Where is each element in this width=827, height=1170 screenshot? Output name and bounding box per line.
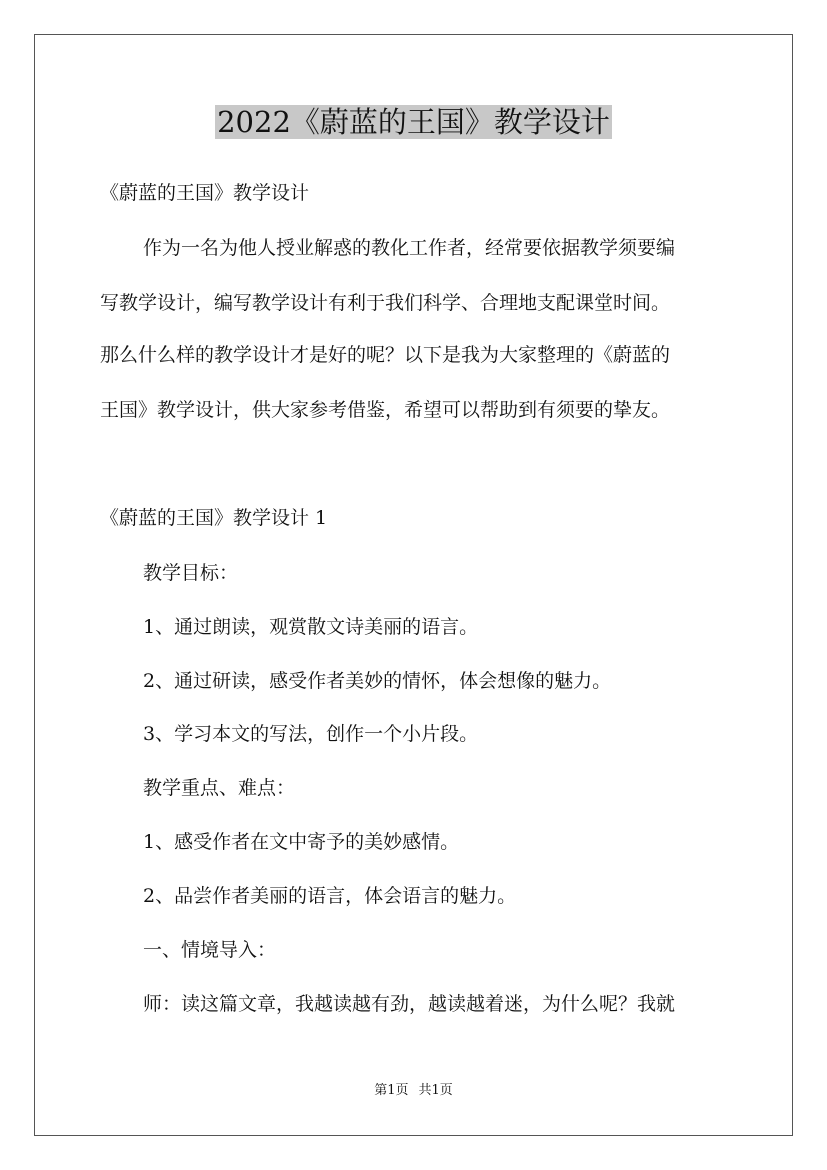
body-line-objective-1: 1、通过朗读，观赏散文诗美丽的语言。: [143, 616, 479, 638]
intro-line-1: 作为一名为他人授业解惑的教化工作者，经常要依据教学须要编: [143, 237, 676, 259]
document-title-text: 2022《蔚蓝的王国》教学设计: [217, 105, 610, 139]
page-footer: [0, 1080, 827, 1102]
body-line-section-intro: 一、情境导入：: [143, 939, 277, 961]
intro-line-3: 那么什么样的教学设计才是好的呢？以下是我为大家整理的《蔚蓝的: [100, 344, 671, 366]
body-line-objective-2: 2、通过研读，感受作者美妙的情怀，体会想像的魅力。: [143, 670, 612, 692]
body-line-objective-3: 3、学习本文的写法，创作一个小片段。: [143, 723, 479, 745]
section-heading: 《蔚蓝的王国》教学设计 1: [100, 507, 328, 529]
body-line-objectives-heading: 教学目标：: [143, 562, 239, 584]
document-title: [0, 100, 827, 144]
intro-line-2: 写教学设计，编写教学设计有利于我们科学、合理地支配课堂时间。: [100, 292, 671, 314]
page-total: 共1页: [418, 1083, 453, 1098]
body-line-teacher-speech: 师：读这篇文章，我越读越有劲，越读越着迷，为什么呢？我就: [143, 993, 676, 1015]
body-line-keypoint-1: 1、感受作者在文中寄予的美妙感情。: [143, 831, 460, 853]
body-line-keypoints-heading: 教学重点、难点：: [143, 777, 296, 799]
intro-line-4: 王国》教学设计，供大家参考借鉴，希望可以帮助到有须要的挚友。: [100, 399, 671, 421]
body-line-keypoint-2: 2、品尝作者美丽的语言，体会语言的魅力。: [143, 885, 517, 907]
document-subtitle: 《蔚蓝的王国》教学设计: [100, 182, 310, 204]
page-number: 第1页: [374, 1083, 409, 1098]
